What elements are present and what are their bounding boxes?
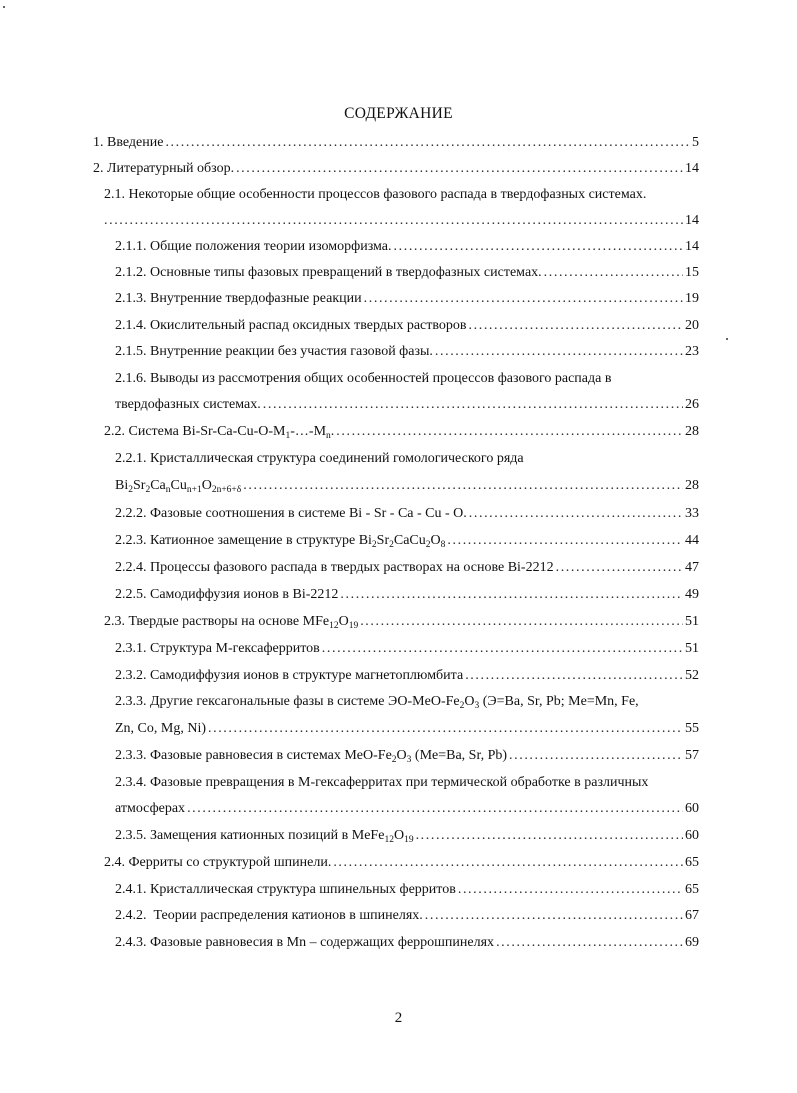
toc-entry [104,853,699,873]
toc-entry-label: 2.1.3. Внутренние твердофазные реакции [115,291,362,306]
toc-page-number: 51 [685,641,699,656]
toc-entry-label: 2.2.5. Самодиффузия ионов в Bi-2212 [115,587,339,602]
toc-entry [115,746,699,766]
toc-entry [115,558,699,578]
toc-entry-label: 2.3.5. Замещения катионных позиций в $MeFe_{12}O_{19}$ [115,828,414,845]
toc-entry-label: 2.3.4. Фазовые превращения в М-гексаферритах при термической обработке в различных [115,775,649,790]
toc-entry [115,826,699,846]
toc-page-number: 14 [685,213,699,228]
toc-entry [115,476,699,496]
toc-page-number: 28 [685,424,699,439]
toc-leader [263,395,683,415]
scan-speck [726,338,728,340]
toc-entry [115,666,699,686]
toc-page-number: 14 [685,161,699,176]
toc-entry-label: 2.1. Некоторые общие особенности процессов фазового распада в твердофазных системах. [104,187,647,202]
toc-entry-label: атмосферах [115,801,186,816]
toc-leader [336,422,683,442]
toc-leader [187,799,683,819]
toc-page-number: 23 [685,344,699,359]
toc-page-number: 26 [685,397,699,412]
toc-entry-label: 2.1.6. Выводы из рассмотрения общих особенностей процессов фазового распада в [115,371,612,386]
toc-entry [115,933,699,953]
toc-entry [115,289,699,309]
toc-leader [208,719,683,739]
toc-entry-label: 2.3.1. Структура М-гексаферритов [115,641,320,656]
toc-entry-label: 2.4.1. Кристаллическая структура шпинельных ферритов [115,882,456,897]
toc-page-number: 67 [685,908,699,923]
toc-leader [496,933,683,953]
toc-entry [115,316,699,336]
toc-page-number: 14 [685,239,699,254]
toc-leader [509,746,683,766]
toc-leader [544,263,683,283]
toc-page-number: 60 [685,801,699,816]
toc-entry-label: $Bi_2Sr_2Ca_nCu_{n+1}O_{2n+6+\delta}$ [115,478,242,495]
toc-entry [104,211,699,231]
toc-entry [115,799,699,819]
toc-page-number: 15 [685,265,699,280]
toc-leader [469,316,683,336]
toc-entry-label: 2.1.5. Внутренние реакции без участия газовой фазы. [115,344,433,359]
toc-entry [104,422,699,442]
toc-leader [165,133,690,153]
toc-entry-label: 2.3.2. Самодиффузия ионов в структуре магнетоплюмбита [115,668,464,683]
toc-leader [340,585,683,605]
toc-entry-label: 2.3. Твердые растворы на основе $MFe_{12}O_{19}$ [104,614,359,631]
toc-entry-label: 2.2.3. Катионное замещение в структуре $Bi_2Sr_2CaCu_2O_8$ [115,533,446,550]
toc-entry-label: твердофазных системах. [115,397,261,412]
toc-leader [416,826,683,846]
toc-leader [104,211,683,231]
toc-entry [115,719,699,739]
toc-entry-label: 2.4.3. Фазовые равновесия в Mn – содержащих феррошпинелях [115,935,495,950]
toc-page-number: 65 [685,882,699,897]
toc-entry-label: 2. Литературный обзор. [93,161,235,176]
toc-entry [115,395,699,415]
toc-entry-label: 2.1.4. Окислительный распад оксидных твердых растворов [115,318,467,333]
toc-entry-label: 2.2.4. Процессы фазового распада в твердых растворах на основе Bi-2212 [115,560,554,575]
toc-page-number: 33 [685,506,699,521]
toc-entry-label: 2.2.1. Кристаллическая структура соединений гомологического ряда [115,451,524,466]
toc-leader [556,558,683,578]
toc-entry [115,504,699,524]
scan-speck [3,6,5,8]
toc-entry-label: 2.1.2. Основные типы фазовых превращений в твердофазных системах. [115,265,542,280]
toc-leader [322,639,683,659]
toc-leader [465,666,683,686]
toc-leader [458,880,683,900]
toc-page-number: 57 [685,748,699,763]
toc-entry [115,237,699,257]
toc-entry-label: 2.4. Ферриты со структурой шпинели. [104,855,332,870]
toc-leader [394,237,683,257]
page-number: 2 [394,1010,403,1026]
toc-page-number: 51 [685,614,699,629]
toc-leader [360,612,683,632]
toc-entry-label: 2.3.3. Другие гексагональные фазы в системе $ЭО-MeO-Fe_2O_3$ (Э=Ba, Sr, Pb; Me=Mn, Fe, [115,694,639,711]
toc-page-number: 44 [685,533,699,548]
toc-entry [115,585,699,605]
toc-entry [93,133,699,153]
page-title: СОДЕРЖАНИЕ [344,105,453,122]
toc-entry [115,263,699,283]
toc-entry-label: 2.2.2. Фазовые соотношения в системе Bi - Sr - Ca - Cu - O. [115,506,467,521]
toc-page-number: 47 [685,560,699,575]
toc-page-number: 49 [685,587,699,602]
toc-entry [93,159,699,179]
toc-page-number: 5 [692,135,699,150]
toc-page-number: 60 [685,828,699,843]
toc-page-number: 65 [685,855,699,870]
toc-page-number: 28 [685,478,699,493]
toc-entry-label: 2.3.3. Фазовые равновесия в системах MeO-$Fe_2O_3$ (Me=Ba, Sr, Pb) [115,748,508,765]
toc-leader [364,289,683,309]
toc-page-number: 52 [685,668,699,683]
toc-page-number: 20 [685,318,699,333]
toc-entry [115,342,699,362]
toc-leader [243,476,683,496]
toc-page-number: 19 [685,291,699,306]
toc-leader [236,159,683,179]
toc-entry [115,639,699,659]
toc-page-number: 69 [685,935,699,950]
toc-entry [115,531,699,551]
toc-entry-label: Zn, Co, Mg, Ni) [115,721,206,736]
toc-entry-label: 1. Введение [93,135,164,150]
toc-entry-label: 2.2. Система $Bi-Sr-Ca-Cu-O-M_1-\dots-M_n$. [104,424,335,441]
toc-page-number: 55 [685,721,699,736]
toc-entry-label: 2.4.2. Теории распределения катионов в шпинелях. [115,908,423,923]
toc-entry-label: 2.1.1. Общие положения теории изоморфизма. [115,239,392,254]
toc-entry [115,906,699,926]
toc-leader [425,906,683,926]
toc-leader [447,531,683,551]
toc-leader [435,342,683,362]
toc-entry [104,612,699,632]
toc-leader [333,853,683,873]
toc-entry [115,880,699,900]
toc-leader [469,504,683,524]
